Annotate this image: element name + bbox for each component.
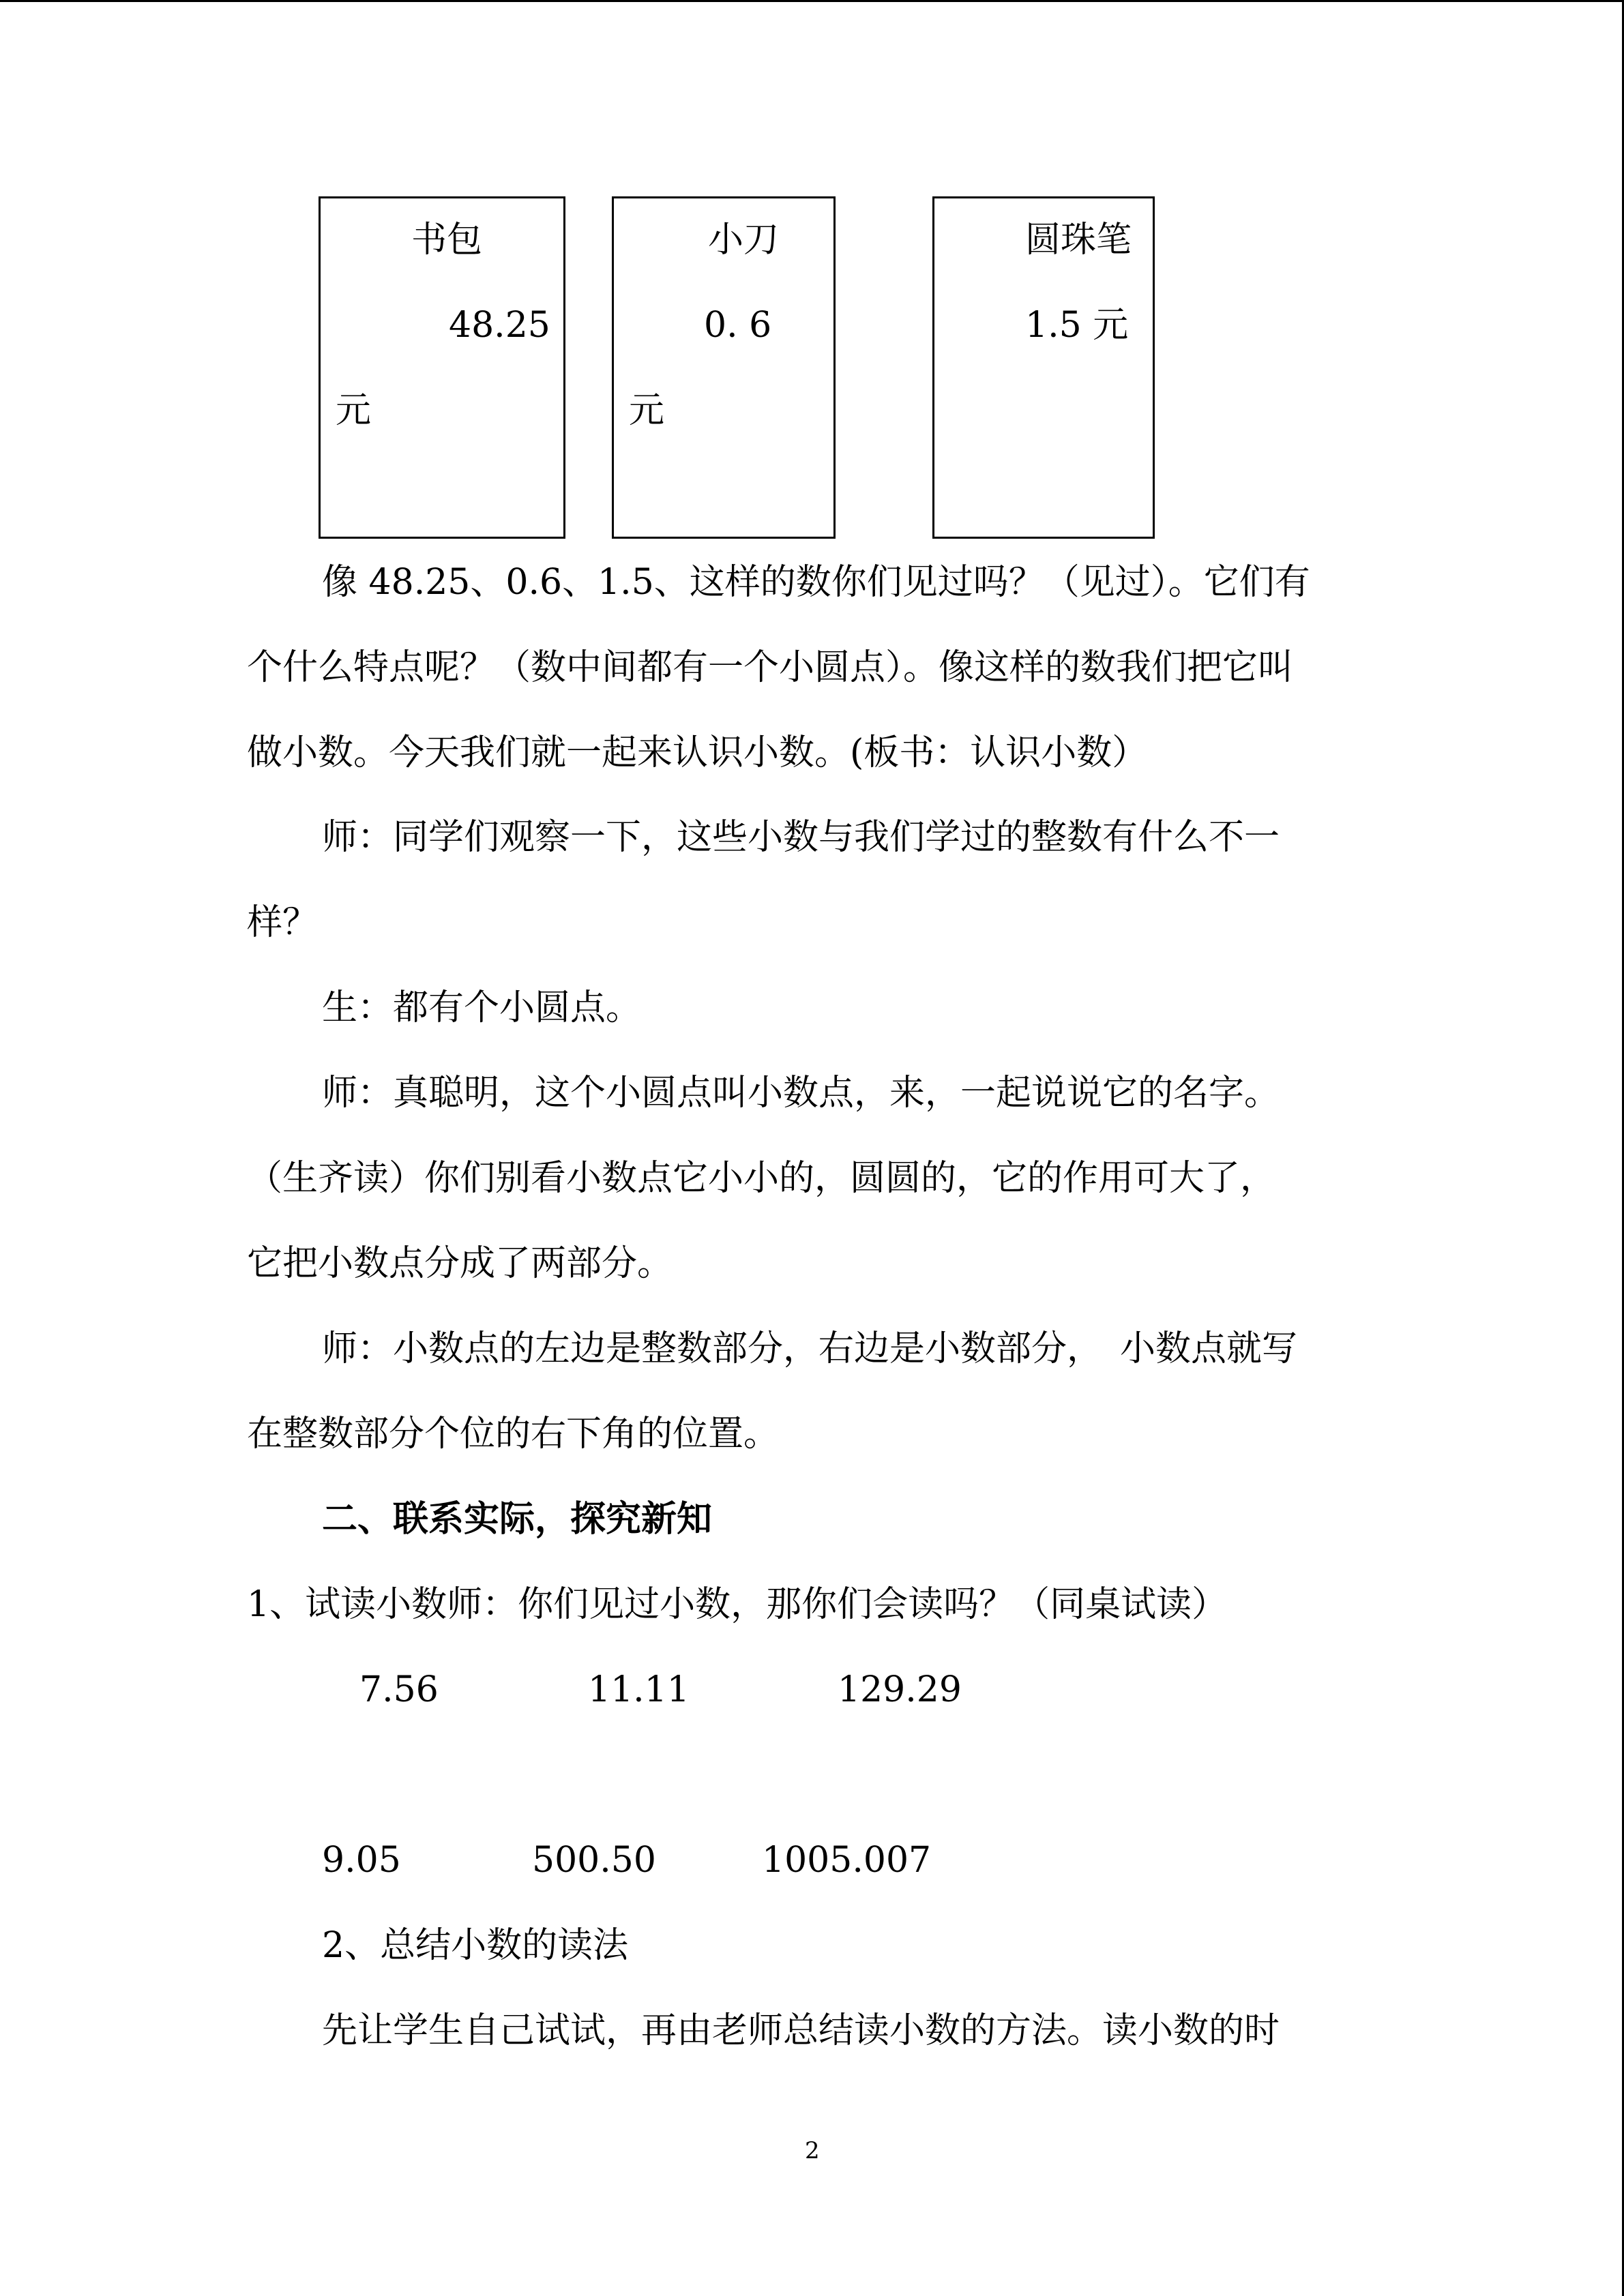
number-9-05: 9.05 — [322, 1840, 401, 1881]
number-129-29: 129.29 — [838, 1669, 962, 1710]
top-border — [0, 0, 1624, 2]
card-item-name: 圆珠笔 — [1025, 220, 1132, 260]
number-500-50: 500.50 — [532, 1840, 656, 1881]
teacher-explain-line-2: （生齐读）你们别看小数点它小小的，圆圆的，它的作用可大了， — [247, 1158, 1276, 1199]
number-11-11: 11.11 — [588, 1669, 690, 1710]
item-2-summarize-reading: 2、总结小数的读法 — [322, 1925, 629, 1966]
teacher-explain-line-1: 师：真聪明，这个小圆点叫小数点，来，一起说说它的名字。 — [322, 1073, 1280, 1114]
section-heading-2: 二、联系实际，探究新知 — [322, 1498, 713, 1540]
card-price: 1.5 元 — [1025, 305, 1129, 346]
teacher-explain-line-3: 它把小数点分成了两部分。 — [247, 1243, 673, 1284]
card-item-name: 书包 — [411, 220, 483, 260]
price-card-knife — [612, 196, 836, 539]
paragraph-intro-line-2: 个什么特点呢？（数中间都有一个小圆点）。像这样的数我们把它叫 — [247, 647, 1294, 688]
paragraph-method-line-1: 先让学生自己试试，再由老师总结读小数的方法。读小数的时 — [322, 2010, 1280, 2051]
price-card-schoolbag — [319, 196, 565, 539]
card-price-unit: 元 — [336, 390, 372, 431]
paragraph-intro-line-1: 像 48.25、0.6、1.5、这样的数你们见过吗？（见过）。它们有 — [322, 562, 1310, 603]
teacher-question-line-1: 师：同学们观察一下，这些小数与我们学过的整数有什么不一 — [322, 817, 1280, 858]
number-7-56: 7.56 — [359, 1669, 439, 1710]
item-1-try-reading: 1、试读小数师：你们见过小数，那你们会读吗？（同桌试读） — [247, 1584, 1228, 1625]
number-1005-007: 1005.007 — [762, 1840, 932, 1881]
card-price: 0. 6 — [704, 305, 772, 346]
card-price-unit: 元 — [629, 390, 665, 431]
page-number: 2 — [805, 2137, 820, 2164]
card-item-name: 小刀 — [708, 220, 780, 260]
card-price: 48.25 — [449, 305, 550, 346]
paragraph-intro-line-3: 做小数。今天我们就一起来认识小数。(板书：认识小数） — [247, 732, 1148, 773]
teacher-decimal-parts-line-2: 在整数部分个位的右下角的位置。 — [247, 1414, 780, 1455]
student-answer: 生：都有个小圆点。 — [322, 987, 642, 1028]
price-card-ballpoint-pen — [932, 196, 1155, 539]
teacher-decimal-parts-line-1: 师：小数点的左边是整数部分，右边是小数部分， 小数点就写 — [322, 1328, 1298, 1369]
teacher-question-line-2: 样？ — [247, 902, 319, 943]
